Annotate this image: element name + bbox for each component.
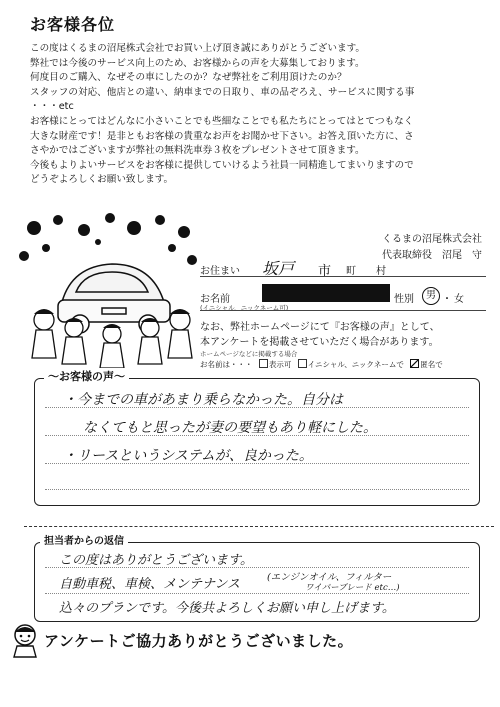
name-sublabel: (イニシャル、ニックネーム可): [200, 304, 289, 312]
footer-thanks: アンケートご協力ありがとうございました。: [44, 632, 354, 650]
customer-info-form: [200, 256, 486, 369]
gender-male[interactable]: 男: [422, 287, 440, 305]
reply-divider: [24, 526, 494, 527]
hp-choice-row: [200, 359, 486, 370]
address-label: お住まい: [200, 266, 240, 277]
reply-line: この度はありがとうございます。: [59, 553, 253, 568]
voice-line: ・今までの車があまり乗らなかった。自分は: [63, 392, 343, 408]
intro-line: さやかではございますが弊社の無料洗車券３枚をプレゼントさせて頂きます。: [30, 145, 365, 157]
address-city: 市: [318, 264, 332, 279]
intro-line: この度はくるまの沼尾株式会社でお買い上げ頂き誠にありがとうございます。: [30, 43, 366, 54]
display-checkbox[interactable]: [259, 359, 268, 368]
address-village: 村: [376, 266, 386, 277]
anonymous-checkbox[interactable]: [410, 359, 419, 368]
name-underline: [200, 310, 486, 311]
hp-choice-note: ホームページなどに掲載する場合: [200, 350, 298, 358]
option-initial: イニシャル、ニックネームで: [307, 360, 404, 369]
gender-female[interactable]: 女: [454, 294, 464, 305]
reply-aside: ワイパーブレード etc…): [305, 583, 400, 593]
staff-reply-heading: 担当者からの返信: [40, 532, 128, 547]
option-display: 表示可: [268, 360, 292, 369]
boy-mascot-icon: [8, 622, 42, 658]
intro-text: [30, 42, 486, 188]
hp-name-prefix: お名前は・・・: [200, 360, 253, 369]
intro-line: 今後もよりよいサービスをお客様に提供していけるよう社員一同精進してまいりますので: [30, 159, 414, 171]
family-illustration: [14, 208, 200, 372]
voice-line: なくてもと思ったが妻の要望もあり軽にした。: [83, 420, 377, 436]
intro-line: お客様にとってはどんなに小さいことでも些細なことでも私たちにとってはとてつもなく: [30, 115, 414, 127]
voice-line: ・リースというシステムが、良かった。: [63, 448, 313, 464]
address-value[interactable]: 坂戸: [262, 259, 295, 278]
address-underline: [200, 276, 486, 277]
address-town: 町: [346, 266, 356, 277]
gender-label: 性別: [394, 294, 414, 305]
hp-notice-line-2: 本アンケートを掲載させていただく場合があります。: [200, 337, 439, 348]
intro-line: ・・・etc: [30, 101, 74, 113]
name-label: お名前: [200, 294, 230, 305]
address-row: [200, 259, 486, 279]
intro-line: 大きな財産です！是非ともお客様の貴重なお声をお聞かせ下さい。お答え頂いた方に、さ: [30, 130, 414, 142]
page-title: お客様各位: [30, 15, 116, 34]
intro-line: どうぞよろしくお願い致します。: [30, 174, 174, 186]
customer-voice-box: [34, 378, 480, 506]
company-name: くるまの沼尾株式会社: [382, 234, 482, 245]
reply-line: 込々のプランです。今後共よろしくお願い申し上げます。: [59, 601, 395, 616]
staff-reply-box: [34, 542, 480, 622]
gender-separator: ・: [442, 294, 452, 305]
intro-line: スタッフの対応、他店との違い、納車までの日取り、車の品ぞろえ、サービスに関する事: [30, 86, 415, 98]
hp-notice-line-1: なお、弊社ホームページにて『お客様の声』として、: [200, 322, 440, 333]
reply-line: 自動車税、車検、メンテナンス: [59, 577, 240, 592]
customer-voice-heading: ～お客様の声～: [44, 368, 129, 384]
intro-line: 何度目のご購入、なぜその車にしたのか？なぜ弊社をご利用頂けたのか？: [30, 72, 347, 84]
family-with-car-icon: [14, 208, 200, 372]
option-anonymous: 匿名で: [420, 360, 443, 369]
reply-aside: (エンジンオイル、フィルター: [267, 572, 392, 583]
mascot: [8, 622, 42, 658]
initial-checkbox[interactable]: [298, 359, 307, 368]
redacted-name: [262, 284, 390, 302]
company-representative: 代表取締役 沼尾 守: [382, 250, 482, 261]
intro-line: 弊社では今後のサービス向上のため、お客様からの声を大募集しております。: [30, 57, 365, 69]
